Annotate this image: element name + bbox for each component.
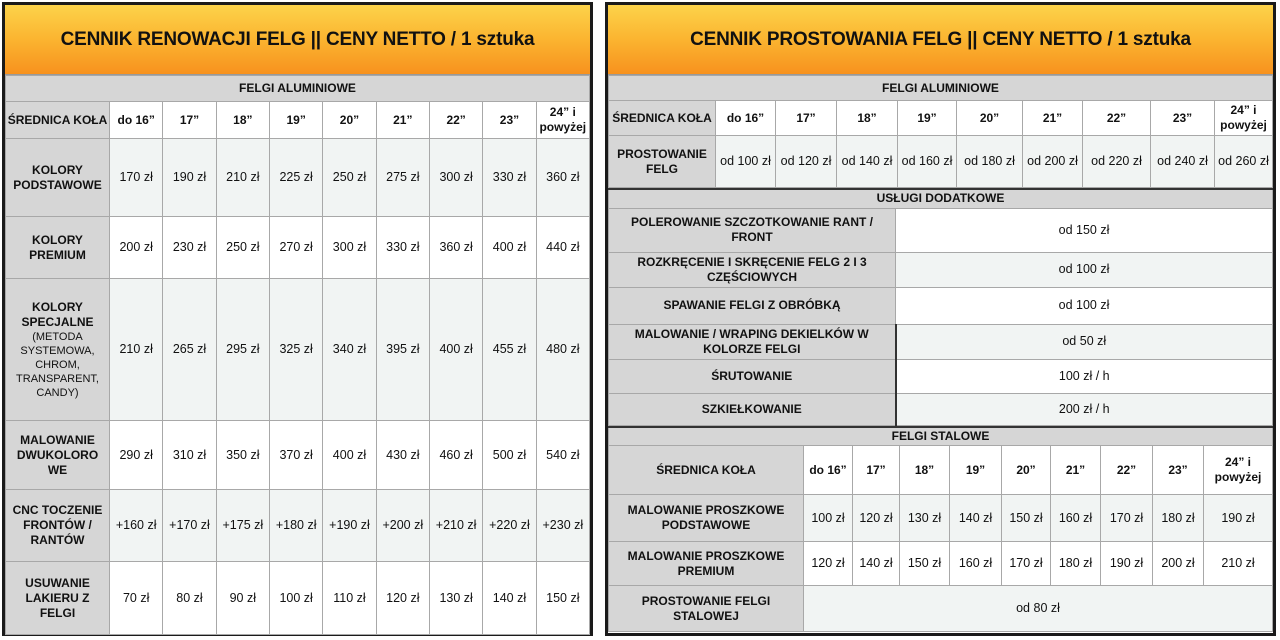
table-row xyxy=(6,279,590,421)
price-cell: +220 zł xyxy=(483,490,536,562)
size-header: 18” xyxy=(900,446,950,495)
size-header: 18” xyxy=(837,101,898,136)
extra-services-table xyxy=(608,188,1273,426)
price-cell: 480 zł xyxy=(536,279,589,421)
price-cell: 430 zł xyxy=(376,421,429,490)
table-row xyxy=(609,586,1273,632)
price-cell: 210 zł xyxy=(216,139,269,217)
row-label: MALOWANIE DWUKOLORO WE xyxy=(6,421,110,490)
price-cell: 500 zł xyxy=(483,421,536,490)
size-header: 17” xyxy=(776,101,837,136)
row-label: USUWANIE LAKIERU Z FELGI xyxy=(6,562,110,635)
row-label: MALOWANIE / WRAPING DEKIELKÓW W KOLORZE FELGI xyxy=(609,324,896,359)
price-cell: 110 zł xyxy=(323,562,376,635)
table-row xyxy=(6,421,590,490)
diameter-label: ŚREDNICA KOŁA xyxy=(609,446,804,495)
size-header: 19” xyxy=(898,101,957,136)
row-label: CNC TOCZENIE FRONTÓW / RANTÓW xyxy=(6,490,110,562)
price-cell: 200 zł xyxy=(1153,542,1204,586)
size-header: 23” xyxy=(483,102,536,139)
price-cell: 190 zł xyxy=(1204,495,1273,542)
price-cell: od 240 zł xyxy=(1151,136,1215,188)
price-cell: 540 zł xyxy=(536,421,589,490)
price-cell: 360 zł xyxy=(536,139,589,217)
price-cell: od 220 zł xyxy=(1083,136,1151,188)
row-label: ŚRUTOWANIE xyxy=(609,359,896,393)
size-header: 21” xyxy=(1051,446,1101,495)
price-cell: 150 zł xyxy=(1002,495,1051,542)
size-header: 22” xyxy=(429,102,482,139)
row-label: ROZKRĘCENIE I SKRĘCENIE FELG 2 I 3 CZĘŚCIOWYCH xyxy=(609,252,896,287)
price-cell: 130 zł xyxy=(900,495,950,542)
price-cell: 210 zł xyxy=(110,279,163,421)
size-header: 20” xyxy=(957,101,1023,136)
size-header: 22” xyxy=(1101,446,1153,495)
price-cell: 350 zł xyxy=(216,421,269,490)
table-row xyxy=(6,217,590,279)
size-header: 22” xyxy=(1083,101,1151,136)
price-cell: 265 zł xyxy=(163,279,216,421)
price-cell: od 100 zł xyxy=(896,287,1273,324)
price-cell: 160 zł xyxy=(1051,495,1101,542)
price-cell: 120 zł xyxy=(804,542,853,586)
size-header: 24” i powyżej xyxy=(1215,101,1273,136)
section-aluminium: FELGI ALUMINIOWE xyxy=(6,76,590,102)
price-cell: 310 zł xyxy=(163,421,216,490)
price-cell: 70 zł xyxy=(110,562,163,635)
price-cell: 275 zł xyxy=(376,139,429,217)
price-cell: 170 zł xyxy=(1101,495,1153,542)
table-row xyxy=(6,139,590,217)
row-label: SZKIEŁKOWANIE xyxy=(609,393,896,425)
diameter-label: ŚREDNICA KOŁA xyxy=(609,101,716,136)
price-cell: 140 zł xyxy=(483,562,536,635)
straightening-title: CENNIK PROSTOWANIA FELG || CENY NETTO / 1 sztuka xyxy=(608,5,1273,75)
price-cell: od 120 zł xyxy=(776,136,837,188)
price-cell: 90 zł xyxy=(216,562,269,635)
price-cell: od 100 zł xyxy=(716,136,776,188)
price-cell: 140 zł xyxy=(950,495,1002,542)
size-header: do 16” xyxy=(804,446,853,495)
price-cell: +170 zł xyxy=(163,490,216,562)
row-label xyxy=(6,279,110,421)
price-cell: 190 zł xyxy=(163,139,216,217)
price-cell: +180 zł xyxy=(269,490,322,562)
price-cell: +200 zł xyxy=(376,490,429,562)
price-cell: 300 zł xyxy=(429,139,482,217)
price-cell: 295 zł xyxy=(216,279,269,421)
row-label: KOLORY PREMIUM xyxy=(6,217,110,279)
price-cell: 455 zł xyxy=(483,279,536,421)
price-cell: 360 zł xyxy=(429,217,482,279)
price-cell: 200 zł xyxy=(110,217,163,279)
price-cell: +230 zł xyxy=(536,490,589,562)
size-header: 21” xyxy=(376,102,429,139)
size-header: 19” xyxy=(269,102,322,139)
price-cell: 290 zł xyxy=(110,421,163,490)
price-cell: 440 zł xyxy=(536,217,589,279)
row-label-main: KOLORY SPECJALNE xyxy=(21,299,94,329)
price-cell: 80 zł xyxy=(163,562,216,635)
price-cell: od 140 zł xyxy=(837,136,898,188)
price-cell: 170 zł xyxy=(110,139,163,217)
price-cell: 370 zł xyxy=(269,421,322,490)
table-row xyxy=(609,359,1273,393)
table-row xyxy=(609,208,1273,252)
price-cell: od 100 zł xyxy=(896,252,1273,287)
table-row xyxy=(609,136,1273,188)
row-label: MALOWANIE PROSZKOWE PODSTAWOWE xyxy=(609,495,804,542)
price-cell: 210 zł xyxy=(1204,542,1273,586)
price-cell: od 50 zł xyxy=(896,324,1273,359)
price-cell: 230 zł xyxy=(163,217,216,279)
price-cell: 130 zł xyxy=(429,562,482,635)
table-row xyxy=(6,490,590,562)
size-header-row xyxy=(6,102,590,139)
size-header: 21” xyxy=(1023,101,1083,136)
size-header-row xyxy=(609,101,1273,136)
price-cell: 180 zł xyxy=(1153,495,1204,542)
price-cell: 250 zł xyxy=(216,217,269,279)
row-label: KOLORY PODSTAWOWE xyxy=(6,139,110,217)
price-cell: od 80 zł xyxy=(804,586,1273,632)
section-steel: FELGI STALOWE xyxy=(609,427,1273,446)
table-row xyxy=(609,252,1273,287)
aluminium-straightening-table xyxy=(608,75,1273,188)
price-cell: 100 zł xyxy=(269,562,322,635)
row-label: PROSTOWANIE FELG xyxy=(609,136,716,188)
price-cell: 325 zł xyxy=(269,279,322,421)
table-row xyxy=(609,495,1273,542)
row-label: SPAWANIE FELGI Z OBRÓBKĄ xyxy=(609,287,896,324)
size-header: 20” xyxy=(1002,446,1051,495)
table-row xyxy=(609,542,1273,586)
price-cell: 150 zł xyxy=(900,542,950,586)
section-extra-services: USŁUGI DODATKOWE xyxy=(609,189,1273,208)
renovation-table xyxy=(5,75,590,635)
row-label: MALOWANIE PROSZKOWE PREMIUM xyxy=(609,542,804,586)
size-header: 23” xyxy=(1153,446,1204,495)
price-cell: 400 zł xyxy=(429,279,482,421)
price-cell: 460 zł xyxy=(429,421,482,490)
renovation-price-list xyxy=(2,2,593,636)
price-cell: 170 zł xyxy=(1002,542,1051,586)
row-label: PROSTOWANIE FELGI STALOWEJ xyxy=(609,586,804,632)
size-header: 20” xyxy=(323,102,376,139)
price-cell: 120 zł xyxy=(853,495,900,542)
renovation-title: CENNIK RENOWACJI FELG || CENY NETTO / 1 sztuka xyxy=(5,5,590,75)
price-cell: 340 zł xyxy=(323,279,376,421)
table-row xyxy=(609,393,1273,425)
price-cell: od 200 zł xyxy=(1023,136,1083,188)
price-cell: od 180 zł xyxy=(957,136,1023,188)
size-header: 18” xyxy=(216,102,269,139)
size-header: 19” xyxy=(950,446,1002,495)
steel-rims-table xyxy=(608,426,1273,633)
price-cell: 200 zł / h xyxy=(896,393,1273,425)
section-aluminium: FELGI ALUMINIOWE xyxy=(609,76,1273,101)
row-label: POLEROWANIE SZCZOTKOWANIE RANT / FRONT xyxy=(609,208,896,252)
size-header: 17” xyxy=(163,102,216,139)
price-cell: od 150 zł xyxy=(896,208,1273,252)
price-cell: +175 zł xyxy=(216,490,269,562)
table-row xyxy=(609,324,1273,359)
size-header-row xyxy=(609,446,1273,495)
price-cell: od 260 zł xyxy=(1215,136,1273,188)
price-cell: 330 zł xyxy=(483,139,536,217)
price-cell: 400 zł xyxy=(323,421,376,490)
price-cell: 330 zł xyxy=(376,217,429,279)
price-cell: 250 zł xyxy=(323,139,376,217)
price-cell: 395 zł xyxy=(376,279,429,421)
size-header: 17” xyxy=(853,446,900,495)
size-header: 23” xyxy=(1151,101,1215,136)
price-cell: 400 zł xyxy=(483,217,536,279)
price-cell: 270 zł xyxy=(269,217,322,279)
price-cell: 190 zł xyxy=(1101,542,1153,586)
price-cell: 140 zł xyxy=(853,542,900,586)
price-cell: 225 zł xyxy=(269,139,322,217)
price-cell: 180 zł xyxy=(1051,542,1101,586)
price-cell: 120 zł xyxy=(376,562,429,635)
table-row xyxy=(6,562,590,635)
price-cell: 160 zł xyxy=(950,542,1002,586)
price-cell: 100 zł xyxy=(804,495,853,542)
size-header: do 16” xyxy=(110,102,163,139)
size-header: 24” i powyżej xyxy=(536,102,589,139)
price-cell: +190 zł xyxy=(323,490,376,562)
straightening-price-list xyxy=(605,2,1276,636)
table-row xyxy=(609,287,1273,324)
price-cell: 150 zł xyxy=(536,562,589,635)
price-cell: +160 zł xyxy=(110,490,163,562)
price-cell: +210 zł xyxy=(429,490,482,562)
size-header: do 16” xyxy=(716,101,776,136)
diameter-label: ŚREDNICA KOŁA xyxy=(6,102,110,139)
price-cell: 100 zł / h xyxy=(896,359,1273,393)
size-header: 24” i powyżej xyxy=(1204,446,1273,495)
price-cell: od 160 zł xyxy=(898,136,957,188)
price-cell: 300 zł xyxy=(323,217,376,279)
row-label-note: (METODA SYSTEMOWA, CHROM, TRANSPARENT, CANDY) xyxy=(16,330,99,399)
